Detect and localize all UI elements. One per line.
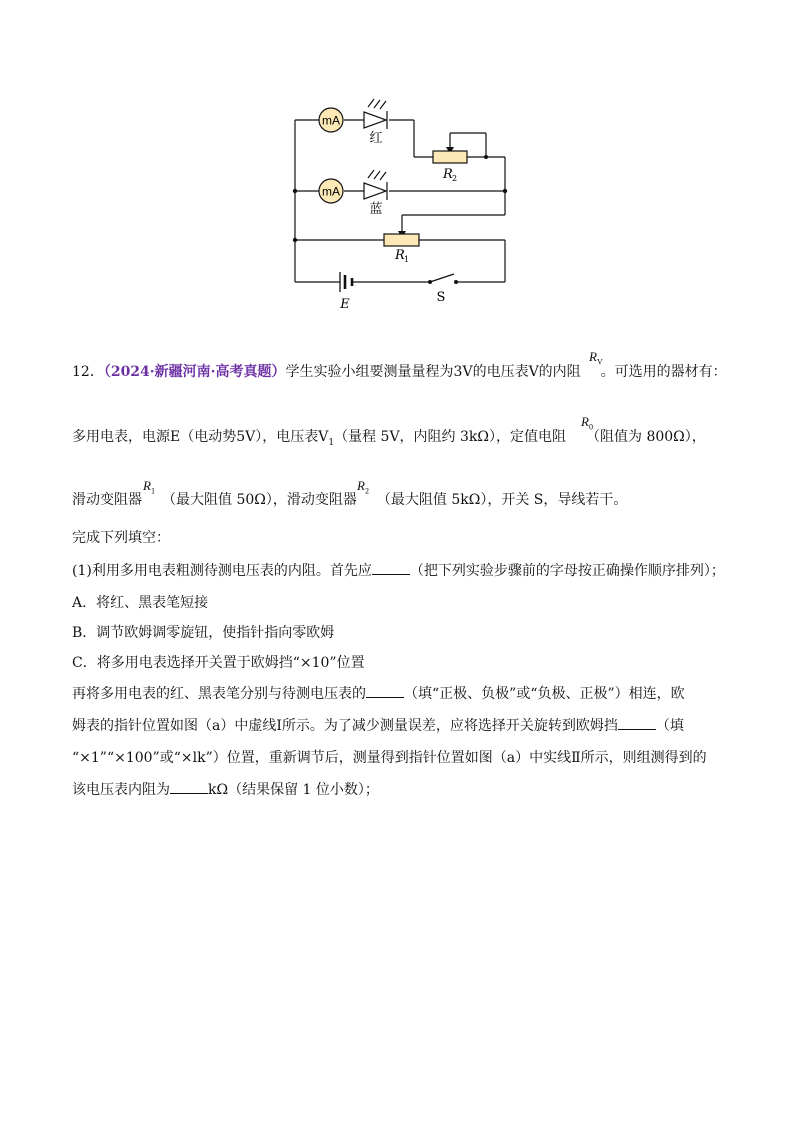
led-red — [364, 99, 387, 129]
r2-symbol-letter: R — [357, 478, 365, 493]
rv-symbol — [589, 349, 603, 367]
part2-line4-text-b: kΩ（结果保留 1 位小数）； — [208, 782, 379, 798]
ammeter-top — [319, 108, 343, 132]
question-intro-a: 学生实验小组要测量量程为3V的电压表V的内阻 — [285, 364, 581, 380]
part2-line2-text-a: 姆表的指针位置如图（a）中虚线Ⅰ所示。为了减少测量误差，应将选择开关旋转到欧姆挡 — [72, 718, 618, 734]
switch-contact — [428, 280, 432, 284]
part2-line-3: “×1”“×100”或“×lk”）位置，重新调节后，测量得到指针位置如图（a）中实线Ⅱ所示，则组测得到的 — [72, 750, 707, 766]
question-source: （2024·新疆河南·高考真题） — [103, 364, 286, 380]
fill-prompt: 完成下列填空： — [72, 530, 170, 546]
part1-text-a: (1)利用多用电表粗测待测电压表的内阻。首先应 — [72, 563, 372, 579]
ammeter-middle-label: mA — [322, 184, 340, 199]
question-number: 12． — [72, 364, 104, 380]
junction-dot — [293, 238, 297, 242]
question-line-1 — [72, 362, 727, 382]
r2-symbol — [357, 478, 369, 496]
resistor-r1 — [384, 234, 419, 246]
battery — [340, 272, 352, 292]
part2-line-4 — [72, 780, 379, 800]
r0-symbol-letter: R — [581, 414, 589, 429]
line3-text-a: 滑动变阻器 — [72, 492, 142, 508]
part2-line2-text-b: （填 — [655, 718, 684, 734]
step-b: B．调节欧姆调零旋钮，使指针指向零欧姆 — [72, 625, 335, 641]
answer-blank-3[interactable] — [618, 716, 656, 730]
question-intro-b: 。可选用的器材有： — [600, 364, 727, 380]
line2-text-c: （阻值为 800Ω）， — [586, 429, 706, 445]
switch-contact — [454, 280, 458, 284]
line2-text-a: 多用电表，电源E（电动势5V），电压表V — [72, 429, 329, 445]
r1-symbol — [143, 478, 155, 496]
part2-line-2 — [72, 716, 684, 736]
part1-text-b: （把下列实验步骤前的字母按正确操作顺序排列）； — [409, 563, 725, 579]
r1-subscript: 1 — [404, 255, 410, 264]
r1-symbol-letter: R — [143, 478, 151, 493]
answer-blank-2[interactable] — [366, 684, 404, 698]
line3-text-c: （最大阻值 5kΩ），开关 S，导线若干。 — [376, 492, 628, 508]
junction-dot — [503, 189, 507, 193]
resistor-r2 — [433, 151, 467, 163]
r0-symbol — [581, 414, 593, 432]
r1-symbol-sub: 1 — [150, 486, 155, 496]
line2-text-b: （量程 5V，内阻约 3kΩ），定值电阻 — [334, 429, 567, 445]
led-blue — [364, 170, 387, 200]
part2-line-1 — [72, 684, 685, 704]
question-line-3 — [72, 490, 627, 510]
junction-dot — [293, 189, 297, 193]
part2-text-a: 再将多用电表的红、黑表笔分别与待测电压表的 — [72, 686, 366, 702]
part2-line4-text-a: 该电压表内阻为 — [72, 782, 170, 798]
circuit-diagram — [280, 88, 520, 320]
v1-subscript: 1 — [328, 437, 335, 448]
rv-symbol-letter: R — [589, 349, 597, 364]
junction-dot — [484, 155, 488, 159]
part2-text-b: （填“正极、负极”或“负极、正极”）相连，欧 — [404, 686, 685, 702]
answer-blank-4[interactable] — [170, 780, 208, 794]
answer-blank-1[interactable] — [372, 561, 410, 575]
r1-label: R — [395, 248, 405, 263]
switch-lever — [430, 274, 454, 282]
r0-symbol-sub: 0 — [588, 422, 593, 432]
r2-subscript: 2 — [452, 174, 458, 183]
part1-line — [72, 561, 725, 581]
question-line-2 — [72, 427, 706, 453]
battery-label: E — [340, 297, 350, 312]
line3-text-b: （最大阻值 50Ω），滑动变阻器 — [162, 492, 357, 508]
rv-symbol-sub: V — [596, 357, 603, 367]
ammeter-top-label: mA — [322, 113, 340, 128]
ammeter-middle — [319, 179, 343, 203]
r2-label: R — [443, 167, 453, 182]
step-a: A．将红、黑表笔短接 — [72, 595, 209, 611]
led-red-label: 红 — [369, 131, 383, 146]
r2-symbol-sub: 2 — [364, 486, 369, 496]
switch-label: S — [436, 290, 446, 305]
step-c: C．将多用电表选择开关置于欧姆挡“×10”位置 — [72, 655, 365, 671]
led-blue-label: 蓝 — [369, 202, 383, 217]
